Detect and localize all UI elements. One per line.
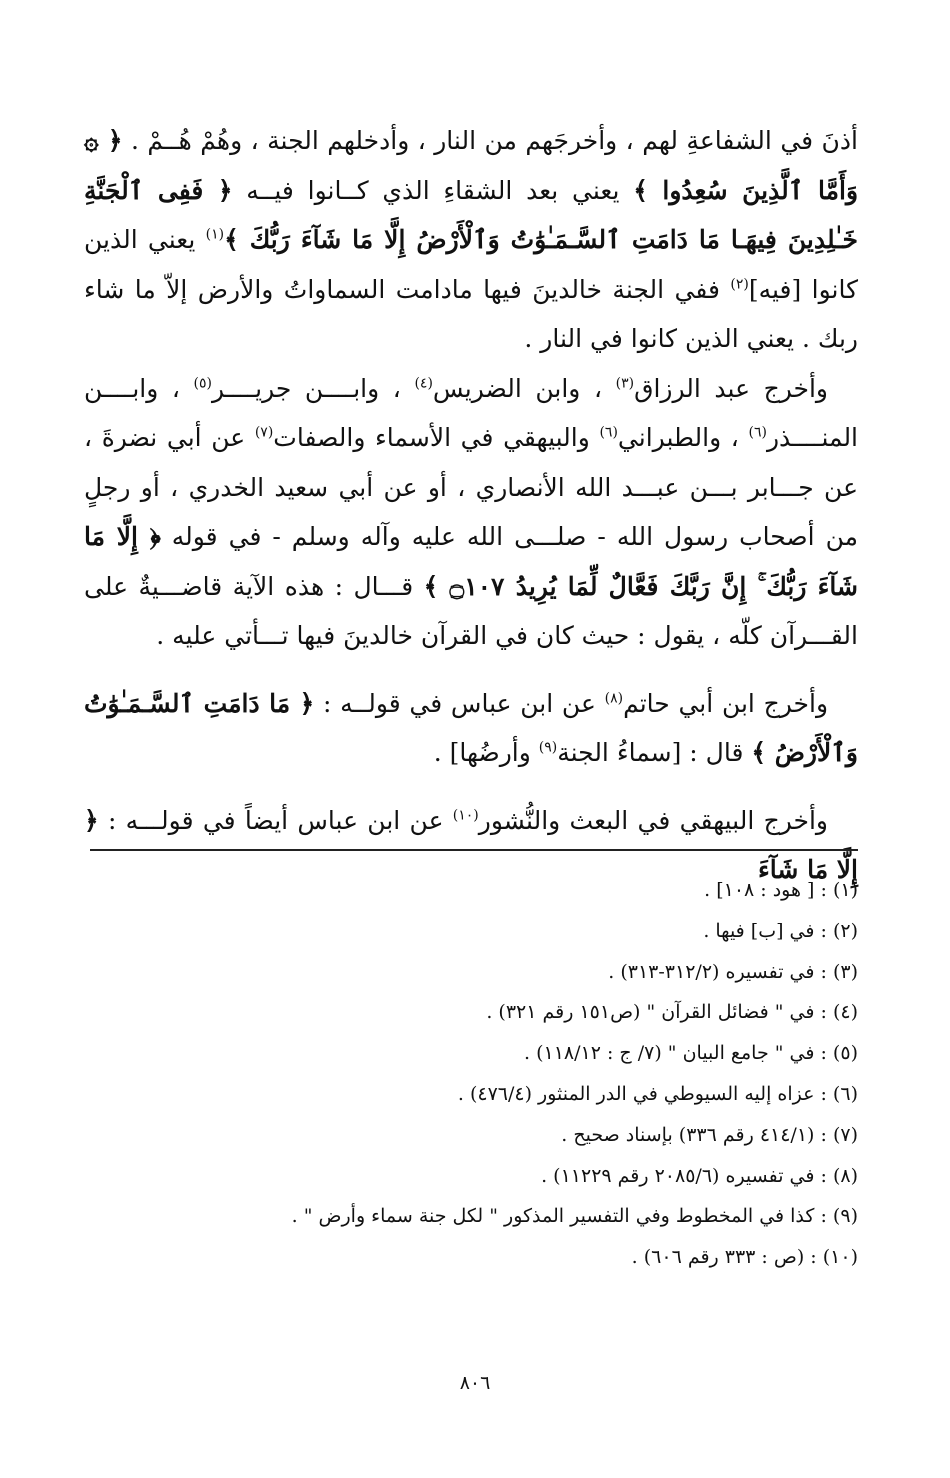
- quran-quote: ﴿ فَفِى ٱلْجَنَّةِ خَـٰلِدِينَ فِيهَـا مَا دَامَتِ ٱلسَّـمَـٰوَٰتُ وَٱلْأَرْضُ إِلَّا مَا شَآءَ رَبُّكَ ﴾: [84, 175, 858, 254]
- footnote-ref: (٢): [730, 276, 749, 293]
- footnote-ref: (١٠): [452, 807, 479, 824]
- text-run: يعني بعد الشقاءِ الذي كــانوا فيــه: [232, 175, 634, 205]
- quran-quote: ﴿ مَا دَامَتِ ٱلسَّـمَـٰوَٰتُ وَٱلْأَرْضُ ﴾: [84, 688, 858, 767]
- footnote-ref: (٤): [414, 375, 433, 392]
- text-run: ففي الجنة خالدينَ فيها مادامت السماواتُ والأرض إلاّ ما شاء ربك . يعني الذين كانوا في النار .: [84, 274, 858, 353]
- text-run: والبيهقي في الأسماء والصفات: [273, 423, 600, 452]
- text-run: عن ابن عباس في قولــه :: [314, 688, 605, 718]
- footnote-ref: (١): [205, 226, 225, 243]
- footnotes: [120, 870, 858, 1278]
- footnote-ref: (٦): [599, 424, 618, 441]
- text-run: عن ابن عباس أيضاً في قولـــه :: [98, 805, 453, 835]
- footnote-7: (٧) : (٤١٤/١ رقم ٣٣٦) بإسناد صحيح .: [561, 1123, 858, 1146]
- footnote-ref: (٥): [193, 375, 213, 392]
- text-run: أذنَ في الشفاعةِ لهم ، وأخرجَهم من النار ، وأدخلهم الجنة ، وهُمْ هُــمْ .: [122, 126, 858, 155]
- footnote-3: (٣) : في تفسيره (٣١٢/٢-٣١٣) .: [608, 960, 858, 983]
- text-run: عن أبي نضرةَ ، عن جـــابر بـــن عبـــد الله الأنصاري ، أو عن أبي سعيد الخدري ، أو رجلٍ من أصحاب رسول الله - صلـــى الله عليه وآله وسلم - في قوله: [84, 423, 858, 551]
- text-run: ، وابــــن جريــــر: [212, 373, 415, 403]
- footnote-ref: (٧): [254, 424, 274, 441]
- footnote-4: (٤) : في " فضائل القرآن " (ص١٥١ رقم ٣٢١) .: [486, 1001, 858, 1024]
- text-run: يعني الذين كانوا [فيه]: [84, 225, 858, 304]
- footnote-1: (١) : [ هود : ١٠٨] .: [704, 879, 858, 901]
- footnote-ref: (٨): [604, 690, 624, 707]
- footnote-ref: (٩): [538, 739, 558, 756]
- text-run: قال : [سماءُ الجنة: [557, 738, 752, 767]
- footnote-2: (٢) : في [ب] فيها .: [703, 919, 858, 942]
- quran-quote: ﴿ إِلَّا مَا شَآءَ: [84, 805, 858, 884]
- footnote-6: (٦) : عزاه إليه السيوطي في الدر المنثور (٤٧٦/٤) .: [457, 1082, 858, 1105]
- paragraph-2: [84, 364, 858, 661]
- footnote-ref: (٦): [748, 424, 767, 441]
- page-number: ٨٠٦: [459, 1372, 491, 1394]
- text-run: وأرضُها] .: [433, 738, 539, 767]
- text-run: قـــال : هذه الآية قاضـــيةٌ على القـــرآن كلّه ، يقول : حيث كان في القرآن خالدينَ فيها تـــأتي عليه .: [84, 571, 858, 650]
- text-run: ، وابن الضريس: [432, 373, 616, 403]
- footnote-5: (٥) : في " جامع البيان " (٧/ ج : ١١٨/١٢) .: [524, 1042, 858, 1065]
- text-run: ، وابــــن المنــــذر: [84, 373, 859, 452]
- quran-quote: ﴿ إِلَّا مَا شَآءَ رَبُّكَ ۚ إِنَّ رَبَّكَ فَعَّالٌ لِّمَا يُرِيدُ ۝١٠٧ ﴾: [84, 522, 858, 601]
- text-run: وأخرج ابن أبي حاتم: [623, 688, 829, 718]
- text-run: ، والطبراني: [617, 423, 749, 452]
- text-run: وأخرج عبد الرزاق: [634, 373, 828, 403]
- text-run: وأخرج البيهقي في البعث والنُّشور: [478, 805, 828, 835]
- paragraph-1: [84, 116, 858, 364]
- quran-quote: ﴿ ۞ وَأَمَّا ٱلَّذِينَ سُعِدُوا ﴾: [84, 126, 859, 205]
- paragraph-3: [84, 679, 858, 778]
- main-text: [84, 116, 858, 895]
- footnote-separator: [90, 849, 858, 851]
- footnote-8: (٨) : في تفسيره (٢٠٨٥/٦ رقم ١١٢٢٩) .: [541, 1164, 858, 1187]
- footnote-ref: (٣): [615, 375, 635, 392]
- footnote-10: (١٠) : (ص : ٣٣٣ رقم ٦٠٦) .: [631, 1246, 858, 1269]
- footnote-9: (٩) : كذا في المخطوط وفي التفسير المذكور " لكل جنة سماء وأرض " .: [291, 1205, 858, 1228]
